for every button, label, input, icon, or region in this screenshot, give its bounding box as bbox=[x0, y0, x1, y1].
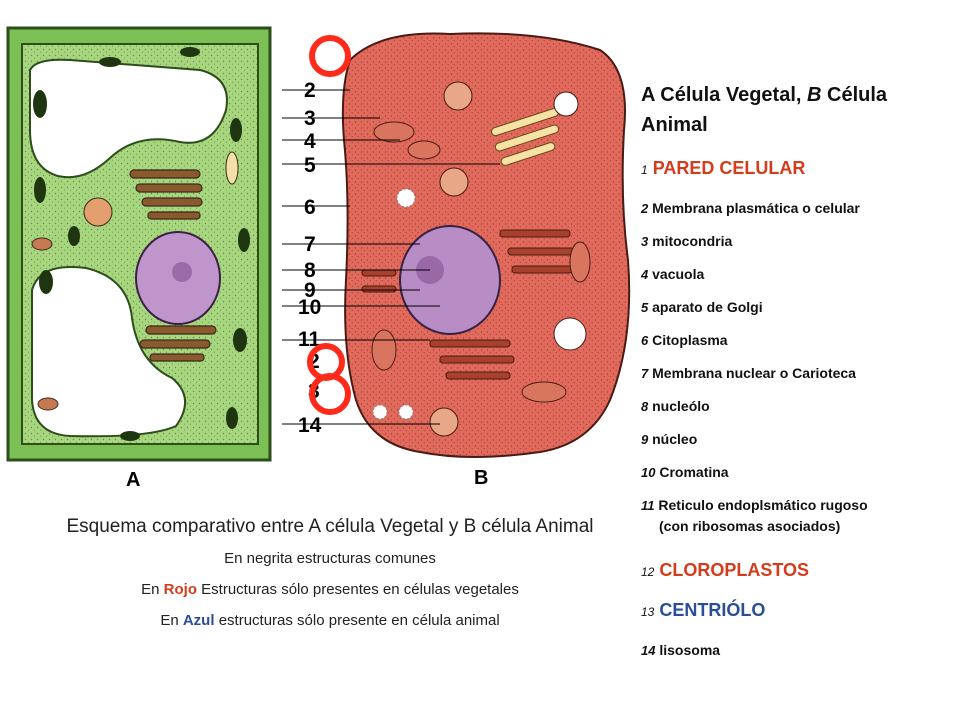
legend-number: 11 bbox=[641, 498, 655, 513]
legend-item-7 bbox=[641, 365, 951, 398]
legend-title bbox=[641, 80, 951, 140]
cell-diagram bbox=[0, 0, 640, 510]
legend-item-10 bbox=[641, 464, 951, 497]
legend-item-14 bbox=[641, 642, 951, 675]
caption-line-plant-prefix: En bbox=[141, 581, 160, 598]
legend-number: 4 bbox=[641, 267, 649, 282]
legend-number: 2 bbox=[641, 201, 649, 216]
caption-title: Esquema comparativo entre A célula Vegetal y B célula Animal bbox=[66, 516, 594, 537]
plant-cell bbox=[8, 28, 270, 491]
label-number-10: 10 bbox=[298, 296, 322, 319]
caption-blue-keyword: Azul bbox=[182, 612, 215, 629]
legend-text: nucleólo bbox=[652, 398, 710, 414]
legend-text: Cromatina bbox=[659, 464, 729, 480]
legend-text: (con ribosomas asociados) bbox=[659, 518, 841, 534]
label-number-12: 2 bbox=[308, 350, 320, 373]
caption-line-plant bbox=[20, 581, 640, 598]
label-number-13: 3 bbox=[308, 380, 320, 403]
legend-text: Citoplasma bbox=[652, 332, 728, 348]
legend-number: 9 bbox=[641, 432, 649, 447]
legend-item-9 bbox=[641, 431, 951, 464]
label-number-11: 11 bbox=[298, 328, 321, 351]
legend-text: CLOROPLASTOS bbox=[659, 560, 810, 580]
cell-a-label: A bbox=[126, 469, 141, 491]
diagram-caption bbox=[20, 516, 640, 643]
legend-item-13 bbox=[641, 602, 951, 642]
legend-number: 14 bbox=[641, 643, 656, 658]
legend-number: 3 bbox=[641, 234, 649, 249]
legend-text: aparato de Golgi bbox=[652, 299, 763, 315]
caption-line-plant-suffix: Estructuras sólo presentes en células vegetales bbox=[201, 581, 519, 598]
legend-item-1 bbox=[641, 160, 951, 200]
legend-number: 12 bbox=[641, 565, 655, 579]
legend-number: 6 bbox=[641, 333, 649, 348]
legend-text: Membrana nuclear o Carioteca bbox=[652, 365, 856, 381]
legend-number: 8 bbox=[641, 399, 649, 414]
legend-title-a: Célula Vegetal, bbox=[660, 84, 802, 106]
legend-item-3 bbox=[641, 233, 951, 266]
legend-text: mitocondria bbox=[652, 233, 733, 249]
legend-item-12 bbox=[641, 562, 951, 602]
label-number-9: 9 bbox=[304, 279, 316, 302]
legend bbox=[641, 80, 951, 675]
caption-line-animal bbox=[20, 612, 640, 629]
legend-title-letter-a: A bbox=[641, 84, 655, 106]
label-number-2: 2 bbox=[304, 79, 316, 102]
animal-cell bbox=[343, 33, 629, 489]
caption-line-animal-prefix: En bbox=[160, 612, 179, 629]
label-number-4: 4 bbox=[304, 130, 316, 153]
label-number-5: 5 bbox=[304, 154, 316, 177]
legend-title-letter-b: B bbox=[807, 84, 822, 106]
label-number-7: 7 bbox=[304, 233, 316, 256]
legend-text: núcleo bbox=[652, 431, 698, 447]
caption-line-common: En negrita estructuras comunes bbox=[224, 550, 436, 567]
legend-text: Membrana plasmática o celular bbox=[652, 200, 860, 216]
animal-nucleus bbox=[400, 226, 500, 334]
label-number-14: 14 bbox=[298, 414, 322, 437]
caption-red-keyword: Rojo bbox=[163, 581, 197, 598]
highlight-circle-1 bbox=[312, 38, 348, 74]
legend-text: vacuola bbox=[652, 266, 705, 282]
legend-item-8 bbox=[641, 398, 951, 431]
cell-b-label: B bbox=[474, 467, 489, 489]
legend-text: PARED CELULAR bbox=[652, 158, 806, 178]
legend-number: 5 bbox=[641, 300, 649, 315]
legend-item-11-continuation bbox=[641, 518, 951, 562]
legend-text: Reticulo endoplsmático rugoso bbox=[658, 497, 868, 513]
legend-item-11 bbox=[641, 497, 951, 518]
label-number-6: 6 bbox=[304, 196, 316, 219]
legend-item-4 bbox=[641, 266, 951, 299]
legend-item-2 bbox=[641, 200, 951, 233]
label-number-8: 8 bbox=[304, 259, 316, 282]
legend-number: 7 bbox=[641, 366, 649, 381]
legend-text: lisosoma bbox=[659, 642, 721, 658]
legend-number: 13 bbox=[641, 605, 655, 619]
label-number-3: 3 bbox=[304, 107, 316, 130]
caption-line-animal-suffix: estructuras sólo presente en célula animal bbox=[218, 612, 500, 629]
legend-text: CENTRIÓLO bbox=[659, 600, 766, 620]
legend-item-5 bbox=[641, 299, 951, 332]
legend-number: 10 bbox=[641, 465, 656, 480]
legend-number: 1 bbox=[641, 163, 648, 177]
legend-title-b: Célula Animal bbox=[641, 84, 888, 136]
legend-item-6 bbox=[641, 332, 951, 365]
